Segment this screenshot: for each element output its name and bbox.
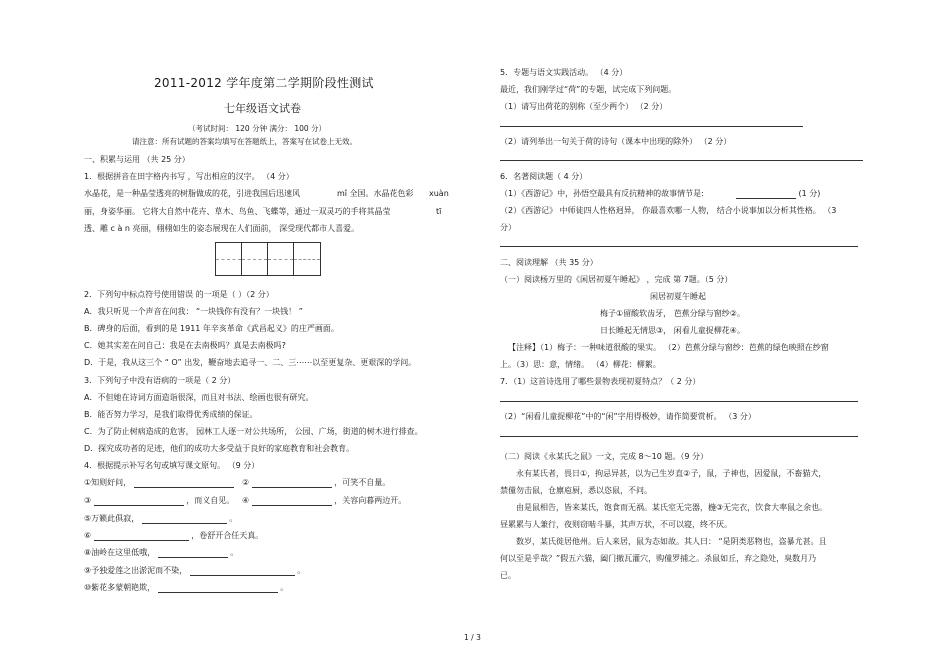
q3-option-c: C．为了防止树病造成的危害， 园林工人逐一对公共场所， 公园、广场，街道的树木进行排查。 xyxy=(84,427,423,436)
q4-item-6-num: ⑥ xyxy=(84,531,92,540)
q4-item-10: ⑩紫花多蒙朝艳欺， 。 xyxy=(84,583,289,592)
q4-item-2 xyxy=(242,478,390,488)
page-title: 2011-2012 学年度第二学期阶段性测试 xyxy=(154,76,374,90)
q1-text-c: 丽，身姿华丽。 它将大自然中花卉、草木、鸟鱼、飞蝶等，通过一双灵巧的手将其晶莹 xyxy=(84,207,391,216)
q4-item-8: ⑧油岭在这里低哦， 。 xyxy=(84,548,239,557)
passage-p5: 数岁，某氏徙居他州。后人来居，鼠为态如故。其人曰： “是阴类恶物也，盗暴尤甚。且 xyxy=(516,537,827,546)
q6-part-1-score: (1 分) xyxy=(798,189,821,198)
question-7-2: （2）“闲看儿童捉柳花”中的“闲”字用得极妙，请作简要赏析。 （3 分） xyxy=(500,412,756,421)
q4-item-1 xyxy=(84,478,234,488)
q2-option-d: D．于是，我从这三个 “ O” 出发，鞭奋地去追寻一、二、三⋯⋯以至更复杂、更艰深的学问。 xyxy=(84,358,417,367)
q2-option-c: C．她其实差在问自己：我是在去南极吗？真是去南极吗? xyxy=(84,341,286,350)
q1-pinyin-xuan: xuàn xyxy=(429,189,449,198)
q4-item-9-text: ⑨予独爱莲之出淤泥而不染， xyxy=(84,566,188,575)
page-number: 1 / 3 xyxy=(464,633,481,642)
poem-title: 闲居初夏午睡起 xyxy=(650,292,706,301)
q4-item-2-text: ，可笑不自量。 xyxy=(334,478,391,487)
q4-item-10-text: ⑩紫花多蒙朝艳欺， xyxy=(84,583,156,592)
question-2: 2．下列句中标点符号使用错误 的一项是（ ）（2 分） xyxy=(84,290,274,299)
answer-line[interactable] xyxy=(500,436,858,437)
question-1: 1．根据拼音在田字格内书写 ，写出相应的汉字。 （4 分） xyxy=(84,172,294,181)
q2-option-b: B．碑身的后面，看到的是 1911 年辛亥革命《武昌起义》的庄严画面。 xyxy=(84,324,339,333)
answer-blank[interactable] xyxy=(134,479,234,488)
answer-blank[interactable] xyxy=(736,190,796,199)
q1-text-a: 水晶花，是一种晶莹透亮的树脂做成的花，引进我国后迅速风 xyxy=(84,189,300,198)
q2-option-a: A．我只听见一个声音在问我： “一块钱你有没有？一块钱！ ” xyxy=(84,307,303,316)
q3-option-b: B．能否努力学习，是我们取得优秀成绩的保证。 xyxy=(84,410,258,419)
q5-intro: 最近，我们刚学过“荷”的专题，试完成下列问题。 xyxy=(500,85,677,94)
poem-notes: 【注释】（1）梅子：一种味道很酸的果实。 （2）芭蕉分绿与窗纱：芭蕉的绿色映照在纱窗 xyxy=(508,343,829,352)
q5-part-2: （2）请列举出一句关于荷的诗句（课本中出现的除外） （2 分） xyxy=(500,137,732,146)
question-7-1: 7．（1）这首诗选用了哪些景物表现初夏特点？（ 2 分） xyxy=(500,377,701,386)
q1-text-b: mǐ 全国。水晶花色彩 xyxy=(337,189,414,198)
answer-blank[interactable] xyxy=(190,567,295,576)
answer-blank[interactable] xyxy=(252,497,332,506)
answer-blank[interactable] xyxy=(158,584,278,593)
q4-item-4-text: ，关容向暮两边开。 xyxy=(334,496,407,505)
exam-info: （考试时间： 120 分钟 满分： 100 分） xyxy=(188,124,327,133)
q4-item-6-text: ，卷舒开合任天真。 xyxy=(191,531,264,540)
passage-p1: 永有某氏者，畏日①，拘忌异甚，以为己生岁直②子，鼠，子神也，因爱鼠，不畜猫犬， xyxy=(516,469,827,478)
grid-cell[interactable] xyxy=(242,243,268,275)
q1-text-d: 透、雕 c à n 亮丽，栩栩如生的姿态展现在人们面前， 深受现代都市人喜爱。 xyxy=(84,224,360,233)
passage-p7: 已。 xyxy=(500,571,516,580)
q6-part-1 xyxy=(500,189,704,199)
passage-p6: 何以至是乎哉？”假五六猫，阖门撤瓦灌穴，购僮罗捕之。杀鼠如丘，弃之隐处，臭数月乃 xyxy=(500,554,817,563)
exam-notice: 请注意：所有试题的答案均填写在答题纸上，答案写在试卷上无效。 xyxy=(132,137,357,146)
q6-part-2: （2）《西游记》 中师徒四人性格迥异， 你最喜欢哪一人物， 结合小说事加以分析其性格。 （3 xyxy=(500,206,837,215)
answer-blank[interactable] xyxy=(252,479,332,488)
q4-item-8-text: ⑧油岭在这里低哦， xyxy=(84,548,156,557)
reading-1-heading: （一）阅读杨万里的《闲居初夏午睡起》 ，完成 第 7题。（5 分） xyxy=(500,275,733,284)
question-4: 4．根据提示补写名句或填写课文原句。 （9 分） xyxy=(84,461,260,470)
page-subtitle: 七年级语文试卷 xyxy=(224,102,301,115)
passage-p2: 禁僮勿击鼠，仓廪庖厨，悉以恣鼠，不问。 xyxy=(500,486,652,495)
q4-item-4 xyxy=(242,496,406,506)
q1-pinyin-ti: tī xyxy=(436,207,442,216)
passage-p4: 昼累累与人兼行，夜则窃啮斗暴，其声万状，不可以寝，终不厌。 xyxy=(500,520,732,529)
question-3: 3．下列句子中没有语病的一项是（ 2 分） xyxy=(84,376,236,385)
q6-part-1-blank xyxy=(736,189,820,199)
q6-part-1-text: （1）《西游记》中，孙悟空最具有反抗精神的故事情节是: xyxy=(500,189,704,198)
question-6: 6．名著阅读题（ 4 分） xyxy=(500,172,588,181)
answer-line[interactable] xyxy=(500,126,803,127)
section-1-heading: 一、积累与运用 （共 25 分） xyxy=(84,155,190,164)
q4-item-3-text: ，而义自见。 xyxy=(186,496,235,505)
grid-cell[interactable] xyxy=(294,243,320,275)
q4-item-2-num: ② xyxy=(242,478,250,487)
reading-2-heading: （二）阅读《永某氏之鼠》一文，完成 8～10 题。（9 分） xyxy=(500,452,708,461)
answer-blank[interactable] xyxy=(94,532,189,541)
q3-option-a: A．不但她在诗词方面造诣很深，而且对书法、绘画也很有研究。 xyxy=(84,393,314,402)
answer-blank[interactable] xyxy=(94,497,184,506)
q4-item-1-text: ①知则好问， xyxy=(84,478,132,487)
q3-option-d: D．探究成功者的足迹，他们的成功大多受益于良好的家庭教育和社会教育。 xyxy=(84,444,355,453)
poem-line-2: 日长睡起无情思③， 闲看儿童捉柳花④。 xyxy=(600,326,745,335)
q4-item-9: ⑨予独爱莲之出淤泥而不染， 。 xyxy=(84,566,306,575)
question-5: 5．专题与语文实践活动。 （4 分） xyxy=(500,68,628,77)
answer-line[interactable] xyxy=(500,246,858,247)
answer-line[interactable] xyxy=(500,160,863,161)
tian-grid[interactable] xyxy=(215,242,321,276)
q4-item-5: ⑤万籁此俱寂， 。 xyxy=(84,514,238,523)
q6-part-2-score: 分） xyxy=(500,223,516,232)
poem-line-1: 梅子①留酸软齿牙， 芭蕉分绿与窗纱②。 xyxy=(600,309,745,318)
q4-item-5-text: ⑤万籁此俱寂， xyxy=(84,514,140,523)
q5-part-1: （1）请写出荷花的别称（至少两个） （2 分） xyxy=(500,102,668,111)
answer-blank[interactable] xyxy=(158,549,228,558)
answer-line[interactable] xyxy=(500,401,858,402)
q4-item-6 xyxy=(84,531,263,541)
q4-item-4-num: ④ xyxy=(242,496,250,505)
q4-item-3 xyxy=(84,496,234,506)
grid-cell[interactable] xyxy=(268,243,294,275)
grid-cell[interactable] xyxy=(216,243,242,275)
section-2-heading: 二、阅读理解 （共 35 分） xyxy=(500,258,598,267)
passage-p3: 由是鼠相告，皆来某氏，饱食而无祸。某氏室无完器，椸③无完衣，饮食大率鼠之余也。 xyxy=(516,503,828,512)
q4-item-3-num: ③ xyxy=(84,496,92,505)
answer-blank[interactable] xyxy=(142,515,227,524)
poem-notes-cont: 上。（3）思：意，情绪。 （4）柳花：柳絮。 xyxy=(500,360,661,369)
